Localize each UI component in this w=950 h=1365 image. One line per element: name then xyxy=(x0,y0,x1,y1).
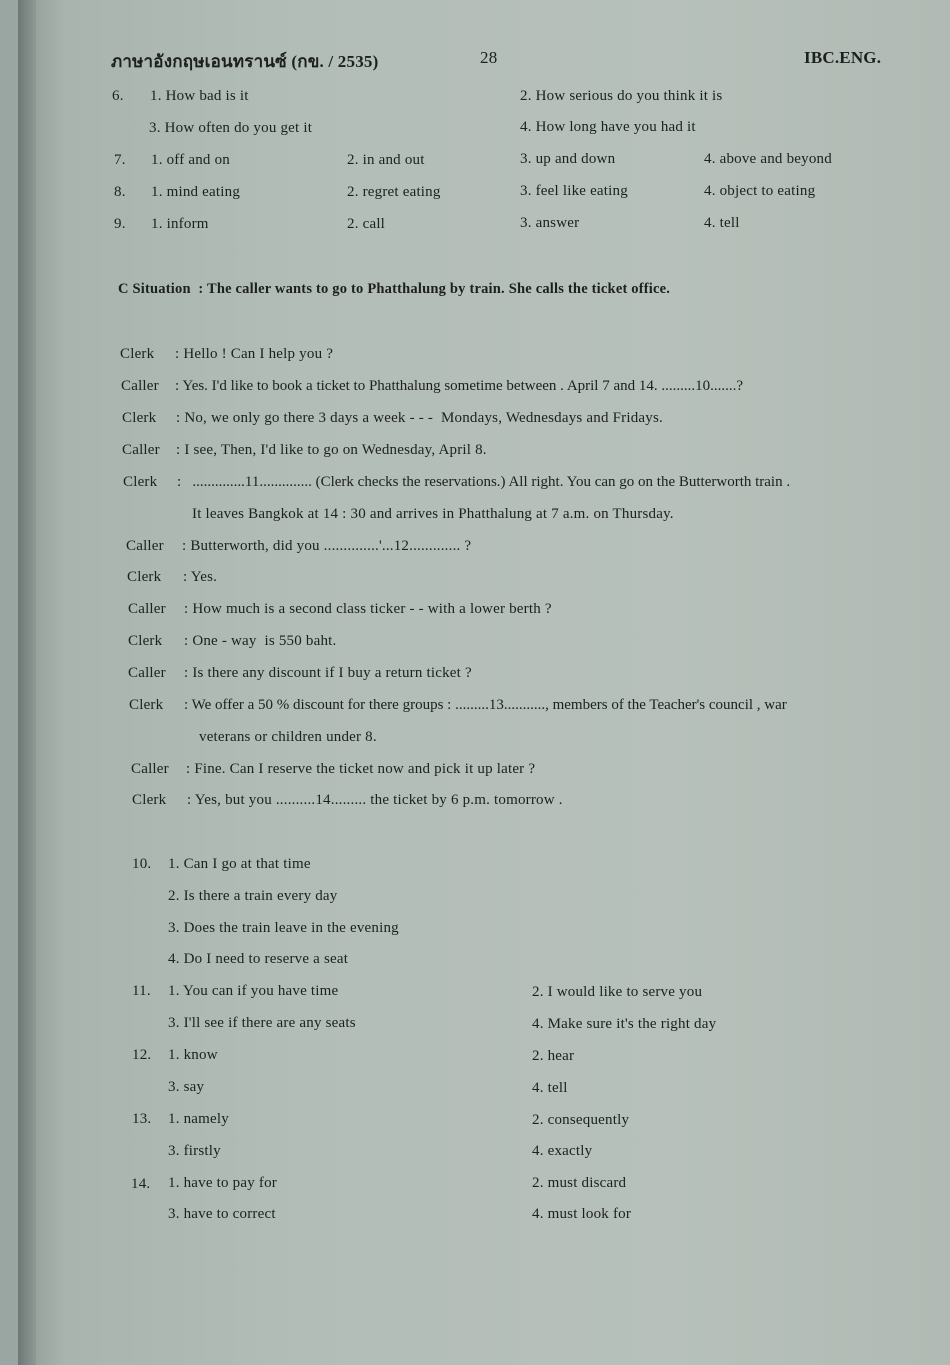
answer-option: 4. tell xyxy=(704,215,740,231)
answer-option: 2. hear xyxy=(532,1048,575,1064)
page-number: 28 xyxy=(480,48,498,67)
dialogue-speaker: Clerk xyxy=(129,697,164,713)
answer-option: 3. How often do you get it xyxy=(149,120,313,136)
answer-option: 4. above and beyond xyxy=(704,151,832,167)
question-number: 12. xyxy=(132,1047,152,1063)
dialogue-line: : How much is a second class ticker - - with a lower berth ? xyxy=(184,601,552,617)
answer-option: 2. How serious do you think it is xyxy=(520,88,723,104)
dialogue-speaker: Caller xyxy=(128,601,166,617)
answer-option: 1. You can if you have time xyxy=(168,983,339,999)
dialogue-speaker: Clerk xyxy=(123,474,158,490)
question-number: 7. xyxy=(114,152,126,168)
answer-option: 2. I would like to serve you xyxy=(532,984,703,1000)
question-number: 11. xyxy=(132,983,151,999)
dialogue-line: : Hello ! Can I help you ? xyxy=(175,346,334,362)
answer-option: 3. Does the train leave in the evening xyxy=(168,920,399,936)
dialogue-line: veterans or children under 8. xyxy=(199,729,377,745)
dialogue-line: It leaves Bangkok at 14 : 30 and arrives in Phatthalung at 7 a.m. on Thursday. xyxy=(192,506,674,522)
answer-option: 4. must look for xyxy=(532,1206,632,1222)
answer-option: 2. regret eating xyxy=(347,184,441,200)
question-number: 6. xyxy=(112,88,124,104)
dialogue-line: : Yes. I'd like to book a ticket to Phatthalung sometime between . April 7 and 14. .........10.......? xyxy=(175,378,744,394)
answer-option: 2. in and out xyxy=(347,152,425,168)
exam-page xyxy=(18,0,950,1365)
dialogue-line: : ..............11.............. (Clerk checks the reservations.) All right. You can go on the Butterworth train . xyxy=(177,474,791,490)
dialogue-speaker: Clerk xyxy=(127,569,162,585)
dialogue-speaker: Caller xyxy=(121,378,159,394)
dialogue-line: : Fine. Can I reserve the ticket now and pick it up later ? xyxy=(186,761,536,777)
answer-option: 3. say xyxy=(168,1079,205,1095)
dialogue-speaker: Clerk xyxy=(122,410,157,426)
answer-option: 2. consequently xyxy=(532,1112,630,1128)
answer-option: 3. up and down xyxy=(520,151,616,167)
dialogue-line: : No, we only go there 3 days a week - - - Mondays, Wednesdays and Fridays. xyxy=(176,410,663,426)
answer-option: 1. mind eating xyxy=(151,184,241,200)
answer-option: 3. feel like eating xyxy=(520,183,628,199)
dialogue-line: : Is there any discount if I buy a return ticket ? xyxy=(184,665,472,681)
dialogue-line: : One - way is 550 baht. xyxy=(184,633,337,649)
answer-option: 1. off and on xyxy=(151,152,230,168)
answer-option: 4. tell xyxy=(532,1080,568,1096)
answer-option: 3. answer xyxy=(520,215,580,231)
answer-option: 4. object to eating xyxy=(704,183,816,199)
answer-option: 1. inform xyxy=(151,216,209,232)
answer-option: 3. I'll see if there are any seats xyxy=(168,1015,356,1031)
question-number: 14. xyxy=(131,1176,151,1192)
answer-option: 2. Is there a train every day xyxy=(168,888,338,904)
answer-option: 4. Do I need to reserve a seat xyxy=(168,951,349,967)
answer-option: 4. Make sure it's the right day xyxy=(532,1016,717,1032)
question-number: 9. xyxy=(114,216,126,232)
dialogue-line: : Butterworth, did you ..............'...12............. ? xyxy=(182,538,472,554)
answer-option: 3. firstly xyxy=(168,1143,221,1159)
dialogue-line: : Yes, but you ..........14......... the ticket by 6 p.m. tomorrow . xyxy=(187,792,563,808)
dialogue-speaker: Clerk xyxy=(132,792,167,808)
answer-option: 1. have to pay for xyxy=(168,1175,277,1191)
dialogue-line: : I see, Then, I'd like to go on Wednesday, April 8. xyxy=(176,442,487,458)
dialogue-line: : We offer a 50 % discount for there groups : .........13..........., members of the Teacher's council , war xyxy=(184,697,787,713)
question-number: 10. xyxy=(132,856,152,872)
page-binding-edge xyxy=(18,0,36,1365)
answer-option: 4. exactly xyxy=(532,1143,593,1159)
answer-option: 4. How long have you had it xyxy=(520,119,696,135)
answer-option: 2. must discard xyxy=(532,1175,627,1191)
header-code: IBC.ENG. xyxy=(804,48,882,67)
dialogue-speaker: Caller xyxy=(128,665,166,681)
dialogue-speaker: Caller xyxy=(122,442,160,458)
situation-heading: C Situation : The caller wants to go to Phatthalung by train. She calls the ticket office. xyxy=(118,281,671,297)
dialogue-speaker: Caller xyxy=(131,761,169,777)
dialogue-speaker: Clerk xyxy=(128,633,163,649)
dialogue-line: : Yes. xyxy=(183,569,218,585)
dialogue-speaker: Clerk xyxy=(120,346,155,362)
dialogue-speaker: Caller xyxy=(126,538,164,554)
question-number: 13. xyxy=(132,1111,152,1127)
question-number: 8. xyxy=(114,184,126,200)
header-title: ภาษาอังกฤษเอนทรานซ์ (กข. / 2535) xyxy=(111,52,379,71)
answer-option: 3. have to correct xyxy=(168,1206,276,1222)
answer-option: 1. Can I go at that time xyxy=(168,856,311,872)
answer-option: 2. call xyxy=(347,216,386,232)
answer-option: 1. namely xyxy=(168,1111,229,1127)
answer-option: 1. How bad is it xyxy=(150,88,249,104)
answer-option: 1. know xyxy=(168,1047,218,1063)
